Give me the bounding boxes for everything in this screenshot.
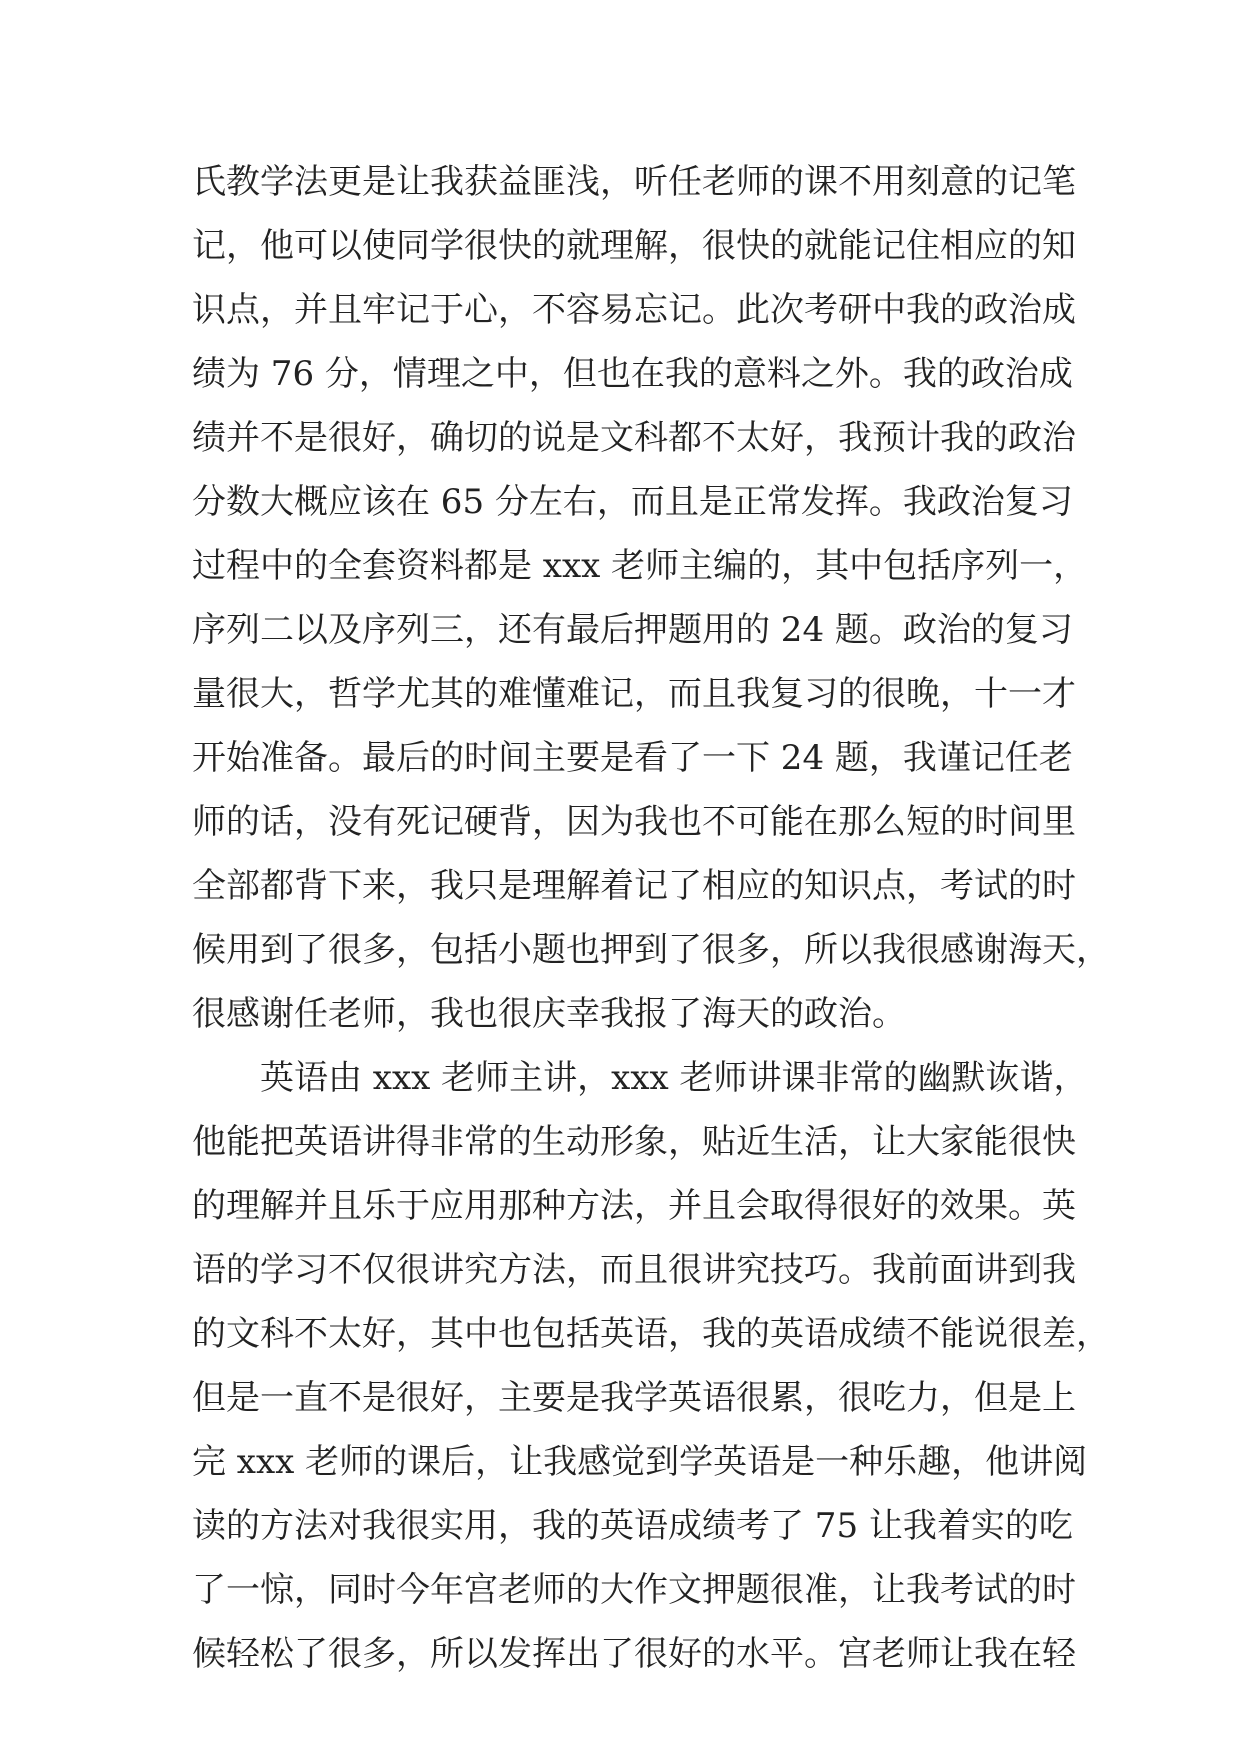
text-line: 语的学习不仅很讲究方法，而且很讲究技巧。我前面讲到我 xyxy=(192,1250,1076,1290)
text-line: 过程中的全套资料都是 xxx 老师主编的，其中包括序列一， xyxy=(192,546,1088,586)
document-body xyxy=(192,150,1110,1686)
text-line: 候轻松了很多，所以发挥出了很好的水平。宫老师让我在轻 xyxy=(192,1634,1076,1674)
text-line: 绩并不是很好，确切的说是文科都不太好，我预计我的政治 xyxy=(192,418,1076,458)
text-line: 分数大概应该在 65 分左右，而且是正常发挥。我政治复习 xyxy=(192,482,1073,522)
text-line: 很感谢任老师，我也很庆幸我报了海天的政治。 xyxy=(192,994,906,1034)
text-line: 的理解并且乐于应用那种方法，并且会取得很好的效果。英 xyxy=(192,1186,1076,1226)
paragraph-politics xyxy=(192,150,1110,1046)
text-line: 他能把英语讲得非常的生动形象，贴近生活，让大家能很快 xyxy=(192,1122,1076,1162)
text-line: 但是一直不是很好，主要是我学英语很累，很吃力，但是上 xyxy=(192,1378,1076,1418)
text-line: 开始准备。最后的时间主要是看了一下 24 题，我谨记任老 xyxy=(192,738,1073,778)
text-line: 氏教学法更是让我获益匪浅，听任老师的课不用刻意的记笔 xyxy=(192,162,1076,202)
text-line: 记，他可以使同学很快的就理解，很快的就能记住相应的知 xyxy=(192,226,1076,266)
text-line: 候用到了很多，包括小题也押到了很多，所以我很感谢海天， xyxy=(192,930,1110,970)
text-line: 全部都背下来，我只是理解着记了相应的知识点，考试的时 xyxy=(192,866,1076,906)
text-line: 的文科不太好，其中也包括英语，我的英语成绩不能说很差， xyxy=(192,1314,1110,1354)
text-line: 完 xxx 老师的课后，让我感觉到学英语是一种乐趣，他讲阅 xyxy=(192,1442,1088,1482)
text-line: 了一惊，同时今年宫老师的大作文押题很准，让我考试的时 xyxy=(192,1570,1076,1610)
text-line: 量很大，哲学尤其的难懂难记，而且我复习的很晚，十一才 xyxy=(192,674,1076,714)
paragraph-english xyxy=(192,1046,1110,1686)
text-line: 读的方法对我很实用，我的英语成绩考了 75 让我着实的吃 xyxy=(192,1506,1073,1546)
text-line: 序列二以及序列三，还有最后押题用的 24 题。政治的复习 xyxy=(192,610,1073,650)
text-line: 识点，并且牢记于心，不容易忘记。此次考研中我的政治成 xyxy=(192,290,1076,330)
text-line: 师的话，没有死记硬背，因为我也不可能在那么短的时间里 xyxy=(192,802,1076,842)
text-line: 绩为 76 分，情理之中，但也在我的意料之外。我的政治成 xyxy=(192,354,1073,394)
text-line-first: 英语由 xxx 老师主讲，xxx 老师讲课非常的幽默诙谐， xyxy=(260,1058,1088,1098)
